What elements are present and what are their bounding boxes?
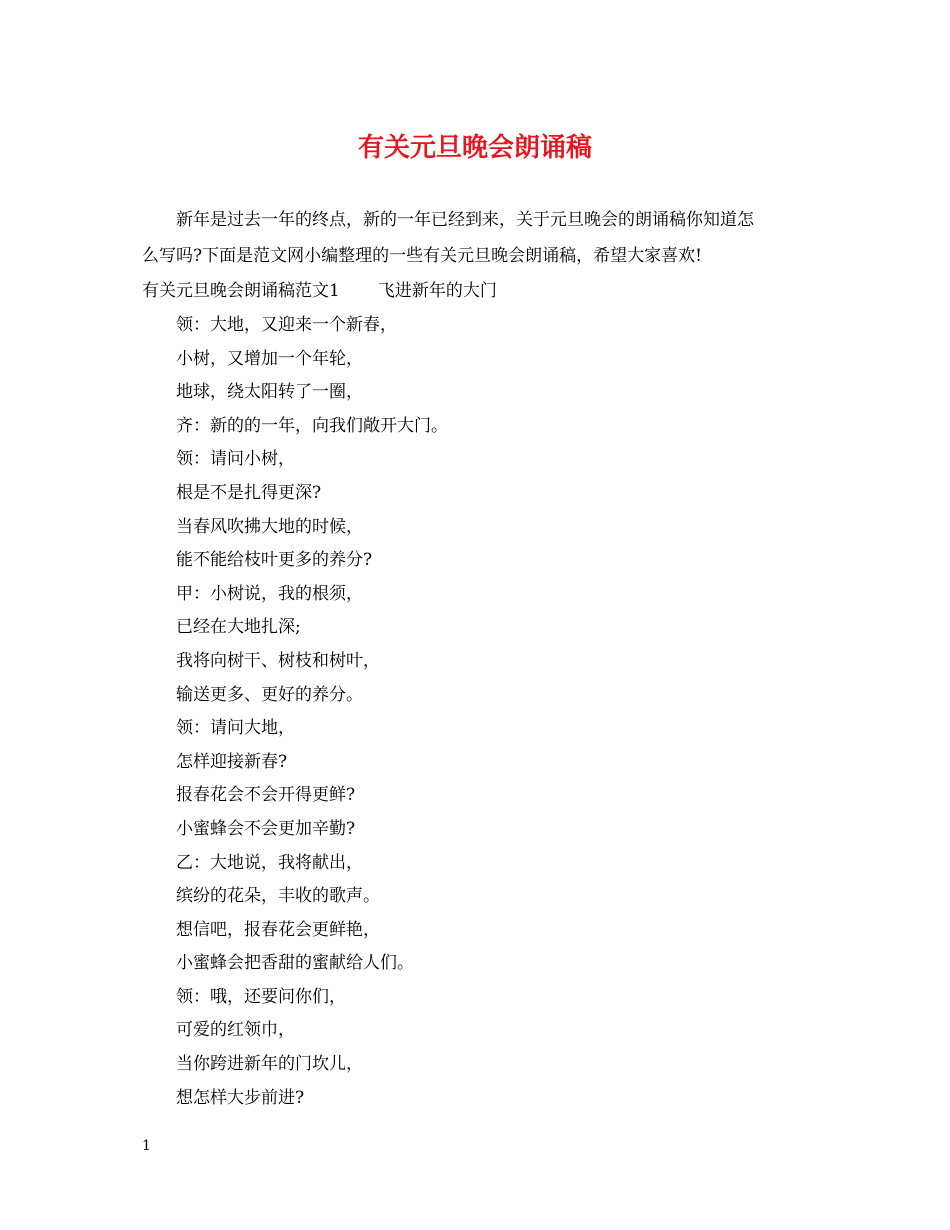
section-label: 有关元旦晚会朗诵稿范文1	[142, 281, 340, 301]
poem-line: 乙：大地说，我将献出，	[176, 852, 363, 873]
page-number: 1	[142, 1138, 151, 1154]
section-heading	[142, 277, 497, 305]
poem-line: 想怎样大步前进?	[176, 1087, 305, 1108]
poem-line: 当春风吹拂大地的时候，	[176, 516, 363, 537]
poem-line: 地球，绕太阳转了一圈，	[176, 382, 363, 403]
poem-line: 输送更多、更好的养分。	[176, 684, 363, 705]
poem-line: 可爱的红领巾，	[176, 1020, 295, 1041]
poem-line: 缤纷的花朵，丰收的歌声。	[176, 886, 380, 907]
poem-line: 领：请问大地，	[176, 718, 295, 739]
poem-line: 当你跨进新年的门坎儿，	[176, 1054, 363, 1075]
poem-line: 齐：新的的一年，向我们敞开大门。	[176, 415, 448, 436]
poem-line: 领：哦，还要问你们，	[176, 986, 346, 1007]
poem-line: 能不能给枝叶更多的养分?	[176, 550, 373, 571]
poem-line: 已经在大地扎深;	[176, 617, 301, 638]
document-title: 有关元旦晚会朗诵稿	[357, 133, 592, 163]
intro-paragraph-line-1: 新年是过去一年的终点，新的一年已经到来，关于元旦晚会的朗诵稿你知道怎	[176, 210, 754, 230]
poem-line: 领：请问小树，	[176, 449, 295, 470]
poem-title: 飞进新年的大门	[377, 281, 497, 301]
poem-line: 小蜜蜂会不会更加辛勤?	[176, 818, 356, 839]
poem-line: 领：大地，又迎来一个新春，	[176, 315, 397, 335]
intro-paragraph-line-2: 么写吗?下面是范文网小编整理的一些有关元旦晚会朗诵稿，希望大家喜欢!	[142, 246, 702, 266]
poem-line: 我将向树干、树枝和树叶，	[176, 650, 380, 671]
poem-line: 想信吧，报春花会更鲜艳，	[176, 919, 380, 940]
poem-line: 甲：小树说，我的根须，	[176, 583, 363, 604]
poem-line: 根是不是扎得更深?	[176, 482, 322, 503]
poem-line: 小树，又增加一个年轮，	[176, 348, 363, 369]
poem-line: 怎样迎接新春?	[176, 751, 288, 772]
poem-line: 报春花会不会开得更鲜?	[176, 785, 356, 806]
poem-body	[176, 311, 448, 1117]
poem-line: 小蜜蜂会把香甜的蜜献给人们。	[176, 953, 414, 974]
